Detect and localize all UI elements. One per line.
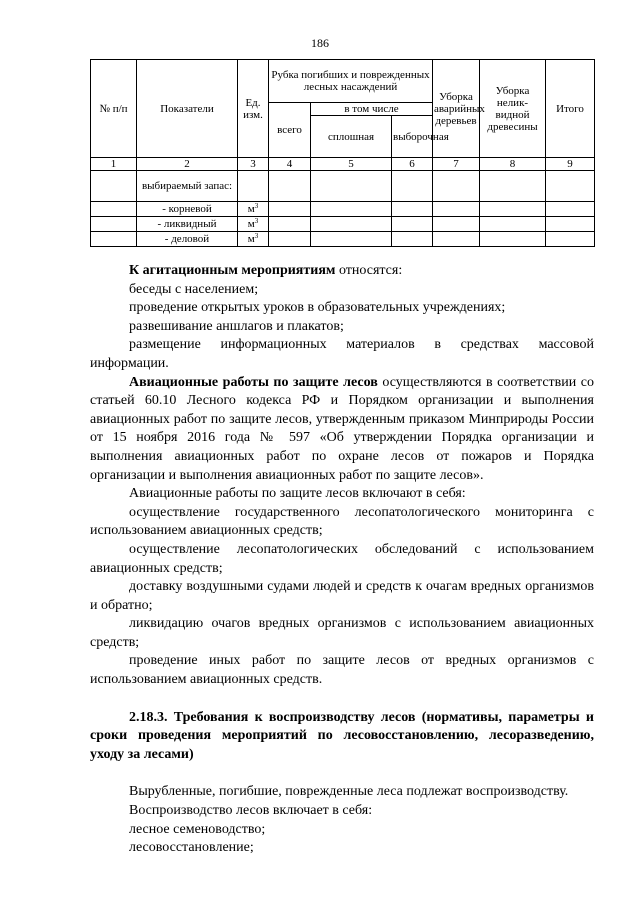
header-selective: выборочная (392, 116, 433, 158)
row-unit: $м^3$ (238, 202, 269, 217)
header-emergency: Уборка аварийных деревьев (433, 60, 480, 158)
row-label: выбираемый запас: (137, 171, 238, 202)
page-number: 186 (311, 36, 329, 50)
paragraph: развешивание аншлагов и плакатов; (129, 318, 344, 334)
paragraph: осуществление государственного лесопатологического мониторинга с использованием авиационных средств; (90, 504, 594, 539)
col-number: 2 (137, 158, 238, 171)
paragraph: проведение открытых уроков в образовательных учреждениях; (129, 300, 506, 316)
col-number: 9 (546, 158, 595, 171)
bold-lead: К агитационным мероприятиям (129, 263, 336, 278)
header-total: всего (269, 103, 311, 158)
paragraph: Авиационные работы по защите лесов включают в себя: (129, 486, 466, 502)
paragraph: беседы с населением; (129, 281, 259, 297)
header-unit: Ед. изм. (238, 60, 269, 158)
col-number: 7 (433, 158, 480, 171)
col-number: 6 (392, 158, 433, 171)
header-itogo: Итого (546, 60, 595, 158)
paragraph: размещение информационных материалов в средствах массовой информации. (90, 337, 594, 371)
paragraph: проведение иных работ по защите лесов от вредных организмов с использованием авиационных средств. (90, 653, 594, 688)
header-felling: Рубка погибших и поврежденных лесных насаждений (269, 60, 433, 103)
table-row (91, 232, 595, 247)
body-text (90, 262, 594, 858)
paragraph: Авиационные работы по защите лесов осуществляются в соответствии со статьей 60.10 Лесного кодекса РФ и Порядком организации и выполнения авиационных работ по защите лесов, утвержденным приказом Минприроды России от 15 ноября 2016 года № 597 «Об утверждении Порядка организации и выполнения авиационных работ по охране лесов от пожаров и Порядка организации и выполнения авиационных работ по защите лесов». (90, 374, 594, 483)
row-unit: $м^3$ (238, 232, 269, 247)
paragraph: лесовосстановление; (129, 840, 254, 856)
table-row (91, 202, 595, 217)
row-label: - ликвидный (137, 217, 238, 232)
col-number: 1 (91, 158, 137, 171)
bold-lead: Авиационные работы по защите лесов (129, 374, 378, 390)
paragraph: осуществление лесопатологических обследований с использованием авиационных средств; (90, 541, 594, 576)
col-number: 5 (311, 158, 392, 171)
paragraph: Вырубленные, погибшие, поврежденные леса подлежат воспроизводству. (129, 784, 569, 800)
paragraph: К агитационным мероприятиям относятся: (129, 263, 403, 278)
header-illiquid: Уборка нелик-видной древесины (480, 60, 546, 158)
paragraph: доставку воздушными судами людей и средств к очагам вредных организмов и обратно; (90, 579, 594, 613)
row-label: - корневой (137, 202, 238, 217)
header-including: в том числе (311, 103, 433, 116)
data-table (90, 59, 595, 247)
paragraph: лесное семеноводство; (129, 821, 266, 837)
header-num: № п/п (91, 60, 137, 158)
col-number: 3 (238, 158, 269, 171)
row-label: - деловой (137, 232, 238, 247)
header-indicators: Показатели (137, 60, 238, 158)
table-row (91, 217, 595, 232)
section-heading: 2.18.3. Требования к воспроизводству лесов (нормативы, параметры и сроки проведения мероприятий по лесовосстановлению, лесоразведению, уходу за лесами) (90, 709, 594, 762)
paragraph: ликвидацию очагов вредных организмов с использованием авиационных средств; (90, 616, 594, 650)
col-number: 8 (480, 158, 546, 171)
table-row (91, 171, 595, 202)
paragraph: Воспроизводство лесов включает в себя: (129, 803, 373, 819)
row-unit: $м^3$ (238, 217, 269, 232)
col-number: 4 (269, 158, 311, 171)
row-unit (238, 171, 269, 202)
header-clear: сплошная (311, 116, 392, 158)
